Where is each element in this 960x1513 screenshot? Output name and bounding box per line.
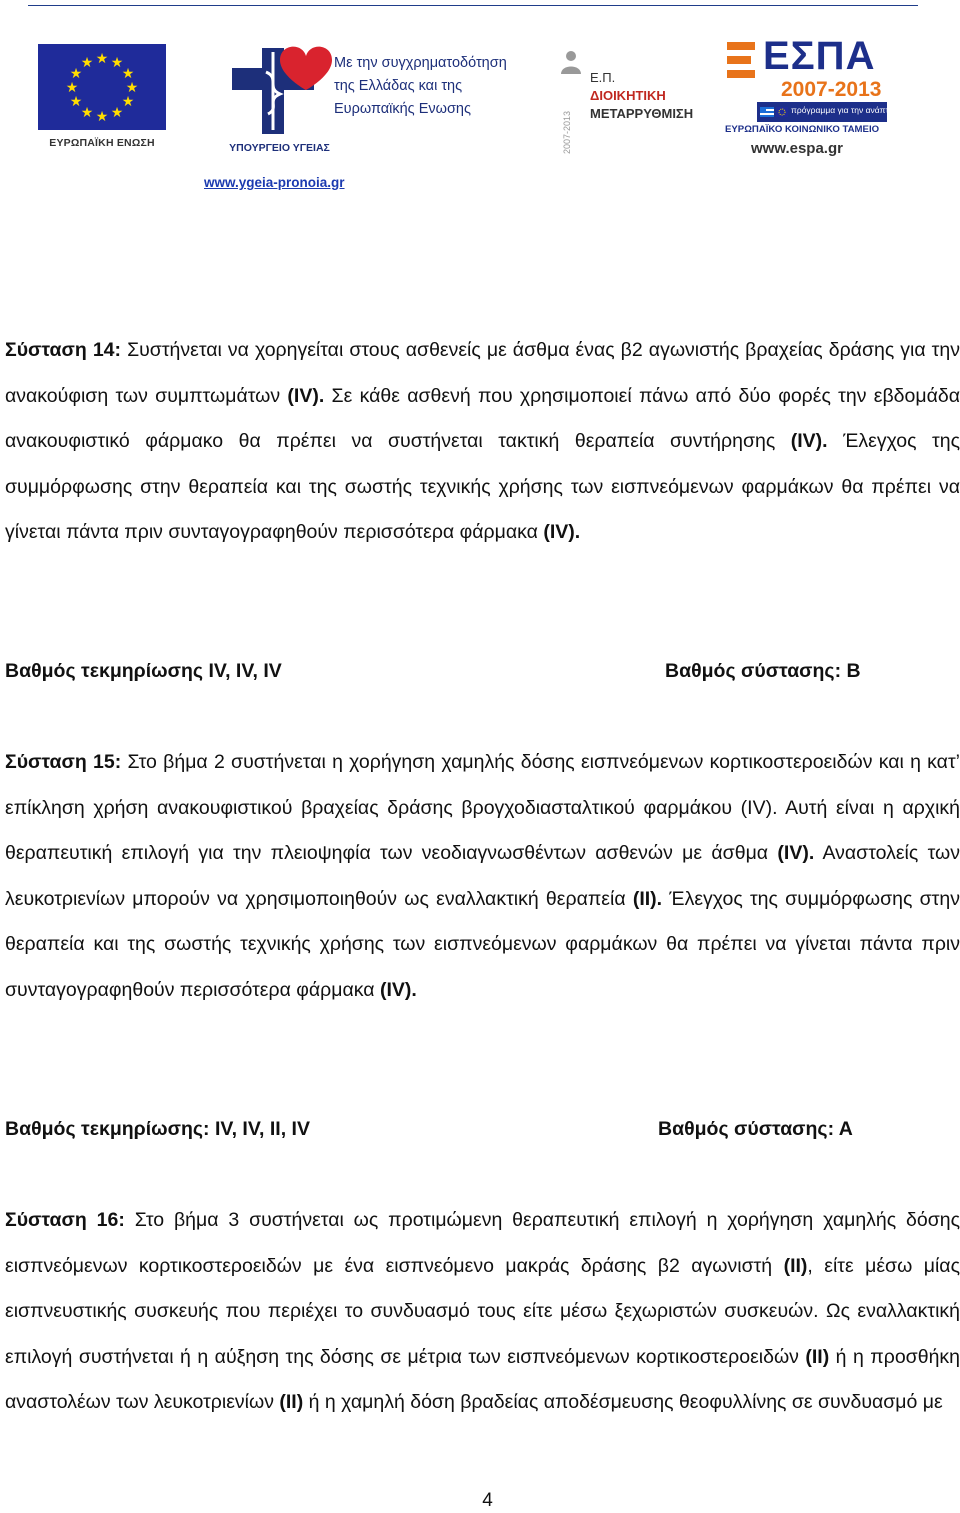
eu-flag-icon [38,44,166,130]
recommendation-14-ref-3: (IV). [543,521,581,544]
svg-text:★: ★ [95,51,109,67]
recommendation-15-text-3: Έλεγχος της συμμόρφωσης στην θεραπεία και της σωστής τεχνικής χρήσης των εισπνεόμενων φαρμάκων θα πρέπει να γίνεται πάντα πριν συνταγογραφηθούν περισσότερα φάρμακα [5,887,960,1001]
eu-small-flag-icon [776,107,788,117]
recommendation-16-text-4: ή η χαμηλή δόση βραδείας αποδέσμευσης θεοφυλλίνης σε συνδυασμό με [303,1391,943,1414]
recommendation-14 [5,328,960,556]
svg-text:★: ★ [69,94,83,110]
recommendation-15-label: Σύσταση 15: [5,751,122,773]
cofunding-line-2: της Ελλάδας και της [334,78,463,94]
recommendation-15-ref-3: (IV). [380,978,417,1001]
admin-reform-line-2: ΜΕΤΑΡΡΥΘΜΙΣΗ [590,106,694,121]
greek-flag-icon [760,107,774,117]
admin-reform-line-1: ΔΙΟΙΚΗΤΙΚΗ [590,88,666,103]
caduceus-heart-icon [222,38,337,138]
recommendation-14-text-2: Σε κάθε ασθενή που χρησιμοποιεί πάνω από δύο φορές την εβδομάδα ανακουφιστικό φάρμακο θα πρέπει να συστήνεται τακτική θεραπεία συντήρησης [5,384,960,453]
eu-logo [38,44,166,152]
recommendation-grade-14: Βαθμός σύστασης: B [665,660,861,682]
ministry-url-link[interactable]: www.ygeia-pronoia.gr [204,175,345,190]
evidence-grade-15: Βαθμός τεκμηρίωσης: IV, IV, II, IV [5,1118,310,1140]
svg-text:★: ★ [69,66,83,82]
eu-caption: ΕΥΡΩΠΑΪΚΗ ΕΝΩΣΗ [49,137,155,149]
svg-text:★: ★ [121,94,135,110]
recommendation-14-ref-2: (IV). [790,430,828,453]
page-number: 4 [482,1490,493,1511]
svg-text:★: ★ [110,105,124,121]
recommendation-16-text-1: Στο βήμα 3 συστήνεται ως προτιμώμενη θεραπευτική επιλογή η χορήγηση χαμηλής δόσης εισπνεόμενων κορτικοστεροειδών με ένα εισπνεόμενο μακράς δράσης β2 αγωνιστή [5,1209,960,1277]
svg-text:★: ★ [125,80,139,96]
espa-logo [725,34,903,164]
espa-band [757,102,903,122]
recommendation-16 [5,1198,960,1426]
recommendation-15-text-1: Στο βήμα 2 συστήνεται η χορήγηση χαμηλής δόσης εισπνεόμενων κορτικοστεροειδών και η κατ’ επίκληση χρήση ανακουφιστικού βραχείας δράσης βρογχοδιασταλτικού φαρμάκου (IV). Αυτή είναι η αρχική θεραπευτική επιλογή για την πλειοψηφία των νεοδιαγνωσθέντων ασθενών με άσθμα [5,751,960,865]
svg-text:★: ★ [110,55,124,71]
header-rule [28,5,918,6]
recommendation-16-ref-2: (II) [805,1345,830,1368]
admin-reform-years: 2007-2013 [562,110,572,154]
recommendation-14-label: Σύσταση 14: [5,339,122,361]
espa-band-text: πρόγραμμα για την ανάπτυξη [791,105,903,115]
recommendation-15-ref-1: (IV). [777,842,815,865]
admin-reform-logo [558,44,708,154]
recommendation-15-ref-2: (II). [632,887,663,910]
recommendation-16-ref-1: (II) [783,1254,808,1277]
svg-text:★: ★ [95,109,109,125]
espa-years: 2007-2013 [781,78,882,101]
svg-text:★: ★ [80,55,94,71]
evidence-grade-14: Βαθμός τεκμηρίωσης IV, IV, IV [5,660,282,682]
recommendation-15 [5,740,960,1014]
svg-text:★: ★ [121,66,135,82]
recommendation-14-text-3: Έλεγχος της συμμόρφωσης στην θεραπεία και της σωστής τεχνικής χρήσης των εισπνεόμενων φαρμάκων θα πρέπει να γίνεται πάντα πριν συνταγογραφηθούν περισσότερα φάρμακα [5,430,960,544]
espa-title: ΕΣΠΑ [763,34,876,78]
recommendation-15-text-2: Αναστολείς των λευκοτριενίων μπορούν να χρησιμοποιηθούν ως εναλλακτική θεραπεία [5,842,960,910]
cofunding-text [334,52,559,121]
espa-bars-icon [725,38,759,82]
recommendation-16-label: Σύσταση 16: [5,1209,125,1231]
recommendation-16-ref-3: (II) [279,1391,304,1414]
svg-text:★: ★ [80,105,94,121]
espa-fund: ΕΥΡΩΠΑΪΚΟ ΚΟΙΝΩΝΙΚΟ ΤΑΜΕΙΟ [725,124,880,135]
cofunding-line-1: Με την συγχρηματοδότηση [334,55,507,71]
ministry-caption: ΥΠΟΥΡΓΕΙΟ ΥΓΕΙΑΣ [229,142,330,154]
recommendation-16-text-2: , είτε μέσω μίας εισπνευστικής συσκευής που περιέχει το συνδυασμό τους είτε μέσω ξεχωριστών συσκευών. Ως εναλλακτική επιλογή συστήνεται ή η αύξηση της δόσης σε μέτρια των εισπνεόμενων κορτικοστεροειδών [5,1254,960,1368]
person-icon [558,50,584,74]
espa-url-link[interactable]: www.espa.gr [751,140,843,157]
ministry-logo [222,38,337,156]
admin-reform-ep: Ε.Π. [590,70,616,85]
svg-text:★: ★ [65,80,79,96]
recommendation-14-ref-1: (IV). [287,384,325,407]
recommendation-16-text-3: ή η προσθήκη αναστολέων των λευκοτριενίων [5,1345,960,1414]
cofunding-line-3: Ευρωπαϊκής Ενωσης [334,101,471,117]
recommendation-14-text-1: Συστήνεται να χορηγείται στους ασθενείς με άσθμα ένας β2 αγωνιστής βραχείας δράσης για την ανακούφιση των συμπτωμάτων [5,339,960,407]
recommendation-grade-15: Βαθμός σύστασης: Α [658,1118,853,1140]
